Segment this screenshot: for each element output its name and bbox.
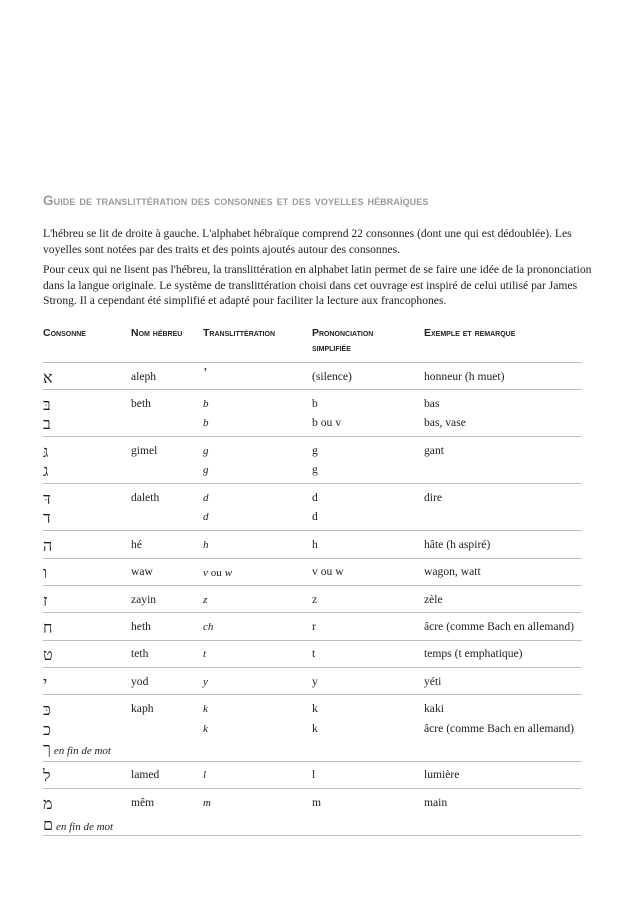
- hebrew-letter: ח: [43, 618, 53, 637]
- hebrew-name: heth: [131, 620, 151, 633]
- end-of-word-note: en fin de mot: [55, 821, 114, 833]
- example: temps (t emphatique): [424, 647, 523, 660]
- transliteration: ch: [203, 621, 214, 633]
- transliteration: b: [203, 398, 209, 410]
- hebrew-name: kaph: [131, 702, 154, 715]
- header-nom: Nom hébreu: [131, 327, 183, 339]
- hebrew-letter: ל: [43, 766, 51, 785]
- hebrew-letter: ז: [43, 591, 48, 610]
- hebrew-letter: ם: [43, 815, 53, 834]
- header-consonne: Consonne: [43, 327, 86, 339]
- hebrew-letter: ך: [43, 739, 51, 758]
- table-rule: [43, 530, 582, 531]
- table-rule: [43, 436, 582, 437]
- hebrew-name: zayin: [131, 593, 157, 606]
- table-rule: [43, 835, 582, 836]
- transliteration: k: [203, 703, 208, 715]
- pronunciation: t: [312, 647, 316, 660]
- hebrew-name: aleph: [131, 370, 157, 383]
- hebrew-letter: ה: [43, 536, 53, 555]
- hebrew-letter: ט: [43, 645, 53, 664]
- transliteration-v: v: [203, 567, 208, 579]
- table-rule: [43, 612, 582, 613]
- example: wagon, watt: [424, 565, 481, 578]
- hebrew-letter: ג: [43, 461, 49, 480]
- hebrew-letter: גּ: [43, 442, 49, 461]
- table-rule: [43, 558, 582, 559]
- page-title: Guide de translittération des consonnes et des voyelles hébraïques: [43, 193, 429, 208]
- transliteration: m: [203, 797, 211, 809]
- pronunciation: d: [312, 510, 318, 523]
- hebrew-letter: בּ: [43, 395, 51, 414]
- table-rule: [43, 667, 582, 668]
- transliteration: l: [203, 769, 207, 781]
- table-rule: [43, 761, 582, 762]
- table-rule: [43, 640, 582, 641]
- example: bas: [424, 397, 440, 410]
- transliteration: [203, 566, 232, 579]
- hebrew-letter: דּ: [43, 489, 51, 508]
- example: yéti: [424, 675, 442, 688]
- table-rule: [43, 389, 582, 390]
- hebrew-name: yod: [131, 675, 149, 688]
- table-rule: [43, 788, 582, 789]
- pronunciation: v ou w: [312, 565, 344, 578]
- transliteration-w: w: [224, 567, 233, 579]
- hebrew-letter: ו: [43, 563, 48, 582]
- hebrew-letter: מ: [43, 794, 53, 813]
- pronunciation: k: [312, 702, 318, 715]
- hebrew-name: waw: [131, 565, 153, 578]
- example: honneur (h muet): [424, 370, 505, 383]
- pronunciation: y: [312, 675, 318, 688]
- transliteration: b: [203, 417, 209, 429]
- transliteration-ou: ou: [210, 567, 222, 579]
- hebrew-letter-final: [43, 815, 113, 835]
- hebrew-name: gimel: [131, 444, 158, 457]
- example: lumière: [424, 768, 460, 781]
- table-rule: [43, 483, 582, 484]
- pronunciation: z: [312, 593, 318, 606]
- example: âcre (comme Bach en allemand): [424, 722, 574, 735]
- hebrew-name: mêm: [131, 796, 155, 809]
- pronunciation: (silence): [312, 370, 352, 383]
- transliteration: k: [203, 723, 208, 735]
- hebrew-letter: ב: [43, 414, 51, 433]
- intro-paragraph-2: Pour ceux qui ne lisent pas l'hébreu, la translittération en alphabet latin permet de se faire une idée de la prononciation dans la langue originale. Le système de translittération choisi dans cet ouvrage est inspiré de celui utilisé par James Strong. Il a cependant été simplifié et adapté pour faciliter la lecture aux francophones.: [43, 263, 592, 308]
- transliteration: y: [203, 676, 208, 688]
- hebrew-name: lamed: [131, 768, 160, 781]
- header-prononciation: Prononciation simplifiée: [312, 327, 374, 354]
- hebrew-letter: כּ: [43, 700, 51, 719]
- hebrew-letter-final: [43, 739, 111, 759]
- example: main: [424, 796, 448, 809]
- hebrew-name: beth: [131, 397, 151, 410]
- intro-paragraph-1: L'hébreu se lit de droite à gauche. L'alphabet hébraïque comprend 22 consonnes (dont une qui est dédoublée). Les voyelles sont notées par des traits et des points ajoutés autour des consonnes.: [43, 227, 572, 256]
- pronunciation: g: [312, 444, 318, 457]
- pronunciation: g: [312, 463, 318, 476]
- pronunciation: l: [312, 768, 316, 781]
- hebrew-name: teth: [131, 647, 149, 660]
- pronunciation: m: [312, 796, 322, 809]
- example: hâte (h aspiré): [424, 538, 491, 551]
- transliteration: h: [203, 539, 209, 551]
- table-rule: [43, 585, 582, 586]
- hebrew-name: daleth: [131, 491, 160, 504]
- intro-text: [43, 226, 599, 314]
- transliteration: z: [203, 594, 208, 606]
- example: gant: [424, 444, 444, 457]
- transliteration: d: [203, 492, 209, 504]
- pronunciation: b: [312, 397, 318, 410]
- header-translit: Translittération: [203, 327, 276, 339]
- header-exemple: Exemple et remarque: [424, 327, 516, 339]
- pronunciation: r: [312, 620, 316, 633]
- transliteration: g: [203, 464, 209, 476]
- transliteration: g: [203, 445, 209, 457]
- pronunciation: h: [312, 538, 318, 551]
- hebrew-letter: א: [43, 368, 53, 387]
- pronunciation: b ou v: [312, 416, 341, 429]
- example: kaki: [424, 702, 444, 715]
- example: bas, vase: [424, 416, 466, 429]
- transliteration: ’: [203, 366, 208, 381]
- table-rule: [43, 362, 582, 363]
- hebrew-letter: י: [43, 673, 48, 692]
- hebrew-letter: ד: [43, 508, 51, 527]
- table-rule: [43, 694, 582, 695]
- hebrew-letter: כ: [43, 720, 51, 739]
- transliteration: t: [203, 648, 207, 660]
- example: âcre (comme Bach en allemand): [424, 620, 574, 633]
- example: zèle: [424, 593, 443, 606]
- pronunciation: d: [312, 491, 318, 504]
- pronunciation: k: [312, 722, 318, 735]
- transliteration: d: [203, 511, 209, 523]
- example: dire: [424, 491, 443, 504]
- end-of-word-note: en fin de mot: [53, 745, 111, 757]
- hebrew-name: hé: [131, 538, 142, 551]
